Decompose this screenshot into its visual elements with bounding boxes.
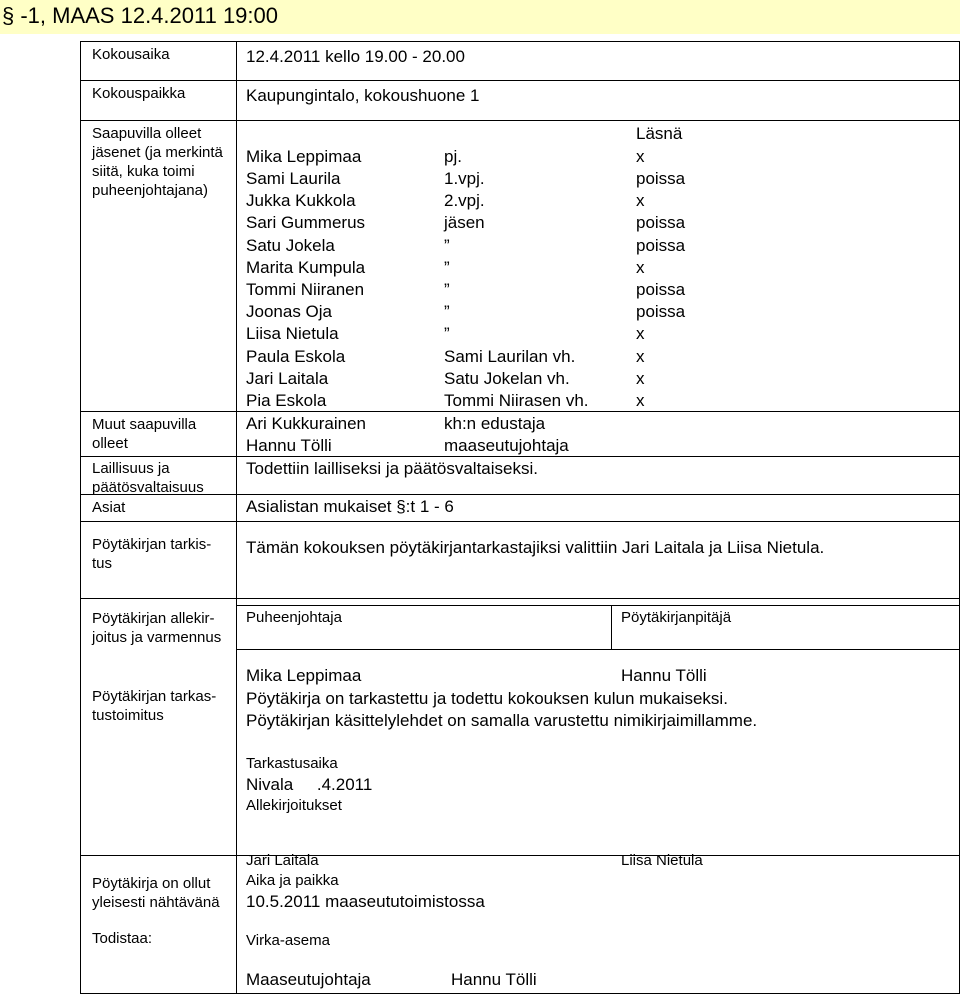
member-name: Jukka Kukkola bbox=[246, 191, 356, 210]
member-name: Joonas Oja bbox=[246, 302, 332, 321]
member-role: Sami Laurilan vh. bbox=[444, 347, 576, 366]
review-time-label: Tarkastusaika bbox=[246, 755, 338, 772]
review-line-1: Pöytäkirja on tarkastettu ja todettu kokouksen kulun mukaiseksi. bbox=[246, 689, 728, 708]
signer-1: Jari Laitala bbox=[246, 852, 319, 869]
grid-line bbox=[80, 598, 960, 599]
member-role: 2.vpj. bbox=[444, 191, 485, 210]
other-role: kh:n edustaja bbox=[444, 414, 546, 433]
member-name: Sari Gummerus bbox=[246, 213, 366, 232]
office-value: Maaseutujohtaja bbox=[246, 970, 371, 989]
witness-label: Todistaa: bbox=[92, 930, 153, 947]
meeting-place-label: Kokouspaikka bbox=[92, 85, 186, 102]
signer-2: Liisa Nietula bbox=[621, 852, 703, 869]
member-name: Satu Jokela bbox=[246, 236, 335, 255]
office-label: Virka-asema bbox=[246, 932, 330, 949]
other-role: maaseutujohtaja bbox=[444, 436, 569, 455]
inspection-label: Pöytäkirjan tarkis-tus bbox=[92, 536, 212, 572]
page-title: § -1, MAAS 12.4.2011 19:00 bbox=[2, 3, 278, 28]
member-role: pj. bbox=[444, 147, 462, 166]
grid-line bbox=[80, 521, 960, 522]
grid-line bbox=[80, 41, 81, 994]
member-role: jäsen bbox=[444, 213, 485, 232]
member-role: ” bbox=[444, 258, 450, 277]
grid-line bbox=[80, 80, 960, 81]
member-name: Pia Eskola bbox=[246, 391, 327, 410]
member-presence: poissa bbox=[636, 169, 686, 188]
member-role: 1.vpj. bbox=[444, 169, 485, 188]
chair-name: Mika Leppimaa bbox=[246, 666, 362, 685]
legality-label: Laillisuus ja päätösvaltaisuus bbox=[92, 460, 204, 496]
inspection-value: Tämän kokouksen pöytäkirjantarkastajiksi valittiin Jari Laitala ja Liisa Nietula. bbox=[246, 538, 825, 557]
signing-label: Pöytäkirjan allekir-joitus ja varmennus bbox=[92, 610, 222, 646]
publication-label: Pöytäkirja on ollut yleisesti nähtävänä bbox=[92, 875, 220, 911]
other-name: Hannu Tölli bbox=[246, 436, 332, 455]
member-presence: x bbox=[636, 324, 645, 343]
member-presence: x bbox=[636, 258, 645, 277]
member-presence: poissa bbox=[636, 236, 686, 255]
agenda-label: Asiat bbox=[92, 499, 126, 516]
publication-place-value: 10.5.2011 maaseututoimistossa bbox=[246, 892, 485, 911]
attendees-label: Saapuvilla olleet jäsenet (ja merkintä siitä, kuka toimi puheenjohtajana) bbox=[92, 125, 223, 199]
secretary-name: Hannu Tölli bbox=[621, 666, 707, 685]
chair-title: Puheenjohtaja bbox=[246, 609, 342, 626]
review-label: Pöytäkirjan tarkas-tustoimitus bbox=[92, 688, 217, 724]
present-header: Läsnä bbox=[636, 124, 683, 143]
member-presence: x bbox=[636, 347, 645, 366]
member-name: Tommi Niiranen bbox=[246, 280, 365, 299]
member-presence: poissa bbox=[636, 302, 686, 321]
member-role: Tommi Niirasen vh. bbox=[444, 391, 589, 410]
member-presence: x bbox=[636, 391, 645, 410]
signature-box-top bbox=[236, 605, 959, 606]
grid-line bbox=[236, 41, 237, 994]
secretary-title: Pöytäkirjanpitäjä bbox=[621, 609, 732, 626]
grid-line bbox=[80, 411, 960, 412]
member-name: Marita Kumpula bbox=[246, 258, 366, 277]
review-line-2: Pöytäkirjan käsittelylehdet on samalla varustettu nimikirjaimillamme. bbox=[246, 711, 758, 730]
others-label: Muut saapuvilla olleet bbox=[92, 416, 197, 452]
publication-place-label: Aika ja paikka bbox=[246, 872, 339, 889]
member-name: Liisa Nietula bbox=[246, 324, 339, 343]
grid-line bbox=[80, 855, 960, 856]
member-role: ” bbox=[444, 236, 450, 255]
member-role: ” bbox=[444, 280, 450, 299]
member-role: ” bbox=[444, 302, 450, 321]
member-presence: x bbox=[636, 369, 645, 388]
signature-box-divider bbox=[611, 605, 612, 650]
other-name: Ari Kukkurainen bbox=[246, 414, 367, 433]
member-name: Sami Laurila bbox=[246, 169, 341, 188]
member-role: ” bbox=[444, 324, 450, 343]
member-presence: poissa bbox=[636, 213, 686, 232]
member-presence: poissa bbox=[636, 280, 686, 299]
agenda-value: Asialistan mukaiset §:t 1 - 6 bbox=[246, 497, 454, 516]
member-presence: x bbox=[636, 191, 645, 210]
meeting-time-label: Kokousaika bbox=[92, 46, 170, 63]
meeting-time-value: 12.4.2011 kello 19.00 - 20.00 bbox=[246, 47, 465, 66]
grid-line bbox=[80, 41, 960, 42]
legality-value: Todettiin lailliseksi ja päätösvaltaiseksi. bbox=[246, 459, 538, 478]
witness-name: Hannu Tölli bbox=[451, 970, 537, 989]
member-name: Jari Laitala bbox=[246, 369, 329, 388]
signature-box-bottom bbox=[236, 649, 959, 650]
member-name: Paula Eskola bbox=[246, 347, 346, 366]
member-name: Mika Leppimaa bbox=[246, 147, 362, 166]
review-time-value: Nivala .4.2011 bbox=[246, 775, 373, 794]
grid-line bbox=[80, 456, 960, 457]
signatures-label: Allekirjoitukset bbox=[246, 797, 342, 814]
meeting-place-value: Kaupungintalo, kokoushuone 1 bbox=[246, 86, 480, 105]
member-role: Satu Jokelan vh. bbox=[444, 369, 570, 388]
grid-line bbox=[80, 120, 960, 121]
member-presence: x bbox=[636, 147, 645, 166]
